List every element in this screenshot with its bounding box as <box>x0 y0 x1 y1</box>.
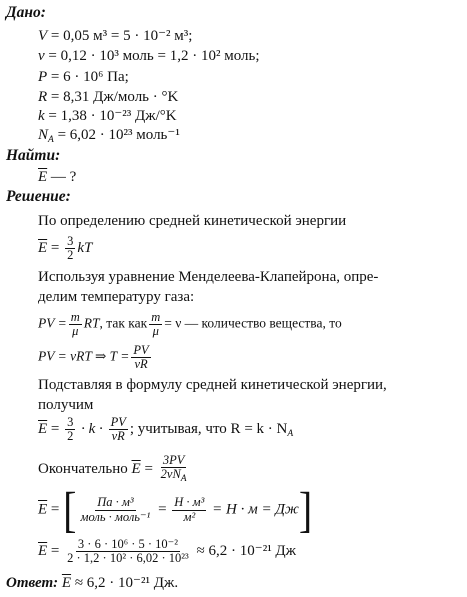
fraction: $\frac{\text{3 · 6 · 10⁶ · 5 · 10⁻²}}{\text{2 · 1,2 · 10² · 6,02 · 10²³}}$ <box>67 537 189 566</box>
formula-temperature: PV = νRT ⇒ T = $\frac{PV}{\nu R}$ <box>38 343 149 372</box>
given-gas-constant: R = 8,31 Дж/моль · °K <box>38 89 179 105</box>
fraction: $\frac{3}{2}$ <box>67 415 74 444</box>
solution-paragraph-3-line-2: получим <box>38 397 94 413</box>
fraction: $\frac{m}{\mu}$ <box>151 310 161 339</box>
formula-clapeyron: PV = $\frac{m}{\mu}$ RT, так как $\frac{m}{\mu}$ = ν — количество вещества, то <box>38 310 342 339</box>
find-quantity: $\overline{E}$ — ? <box>38 169 77 185</box>
find-heading: Найти: <box>6 147 61 164</box>
solution-paragraph-1: По определению средней кинетической энергии <box>38 213 347 229</box>
solution-paragraph-3-line-1: Подставляя в формулу средней кинетической энергии, <box>38 377 387 393</box>
fraction: $\frac{3}{2}$ <box>67 234 74 263</box>
given-heading: Дано: <box>6 4 46 21</box>
solution-paragraph-2-line-1: Используя уравнение Менделеева-Клапейрона, опре- <box>38 269 379 285</box>
left-bracket: [ <box>63 481 77 538</box>
fraction: $\frac{\text{Па · м³}}{\text{моль · моль⁻¹}}$ <box>80 495 151 524</box>
fraction: $\frac{m}{\mu}$ <box>70 310 80 339</box>
given-avogadro: $N_A = 6,02 \cdot 10^{23}$ моль⁻¹ <box>38 127 180 145</box>
fraction: $\frac{\text{Н · м³}}{\text{м²}}$ <box>174 495 205 524</box>
formula-mean-energy: $\overline{E}$ = $\frac{3}{2}$ kT <box>38 234 93 263</box>
formula-numeric: $\overline{E}$ = $\frac{\text{3 · 6 · 10⁶ · 5 · 10⁻²}}{\text{2 · 1,2 · 10² · 6,02 · 10²³}}$ ≈ 6,2 · 10⁻²¹ Дж <box>38 537 297 566</box>
given-boltzmann: k = 1,38 · 10⁻²³ Дж/°K <box>38 108 177 124</box>
given-volume: V = 0,05 м³ = 5 · 10⁻² м³; <box>38 28 193 44</box>
right-bracket: ] <box>298 481 313 538</box>
fraction: $\frac{PV}{\nu R}$ <box>133 343 149 372</box>
solution-heading: Решение: <box>6 188 71 205</box>
given-moles: ν = 0,12 · 10³ моль = 1,2 · 10² моль; <box>38 48 260 64</box>
given-pressure: P = 6 · 10⁶ Па; <box>38 69 129 85</box>
solution-paragraph-2-line-2: делим температуру газа: <box>38 289 195 305</box>
fraction: $\frac{3PV}{2\nu N_A}$ <box>160 453 187 485</box>
formula-units-check: $\overline{E}$ = [ $\frac{\text{Па · м³}}{\text{моль · моль⁻¹}}$ = $\frac{\text{Н · м³}}{\text{м²}}$ = Н · м = Дж] <box>38 481 313 538</box>
formula-final: Окончательно $\overline{E}$ = $\frac{3PV}{2\nu N_A}$ <box>38 453 187 485</box>
answer-line: Ответ: $\overline{E} \approx 6,2 \cdot 10^{-21}$ Дж. <box>6 575 179 591</box>
fraction: $\frac{PV}{\nu R}$ <box>110 415 126 444</box>
formula-substitution: $\overline{E}$ = $\frac{3}{2}$ · k · $\frac{PV}{\nu R}$ ; учитывая, что $R = k \cdot N_A$ <box>38 415 294 444</box>
